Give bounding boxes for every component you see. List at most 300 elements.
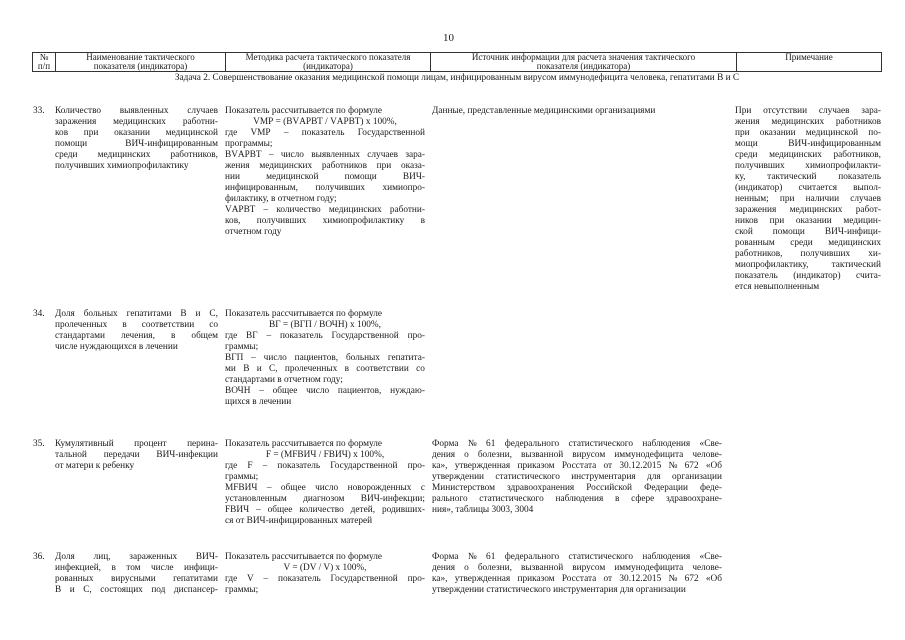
word: №: [467, 552, 477, 562]
word: ВИЧ-инфицированным: [125, 139, 218, 149]
formula: BГ = (BГП / BОЧН) x 100%,: [269, 320, 381, 330]
text-line: ся от ВИЧ-инфицированных матерей: [225, 516, 373, 526]
text-line: отчетном году: [225, 227, 282, 237]
word: соответствии: [356, 364, 409, 374]
text-line: Показатель рассчитывается по формуле: [225, 439, 383, 449]
word: С,: [269, 364, 278, 374]
word: передачи: [103, 450, 140, 460]
word: При: [735, 106, 752, 116]
word: получивших: [800, 249, 851, 259]
word: ВИЧ-инфицированным: [788, 139, 881, 149]
word: Доля: [55, 309, 75, 319]
word: хи-: [868, 249, 881, 259]
text-line: [225, 216, 425, 227]
word: ВИЧ-: [195, 552, 218, 562]
word: ников: [735, 216, 759, 226]
text-line: [225, 128, 425, 139]
text-line: получивших химиопрофилактику: [55, 161, 189, 171]
word: приказом: [517, 461, 555, 471]
text-line: [735, 205, 881, 216]
word: статистического: [568, 439, 634, 449]
word: процент: [134, 439, 167, 449]
word: сфере: [631, 494, 655, 504]
word: вызванной: [520, 563, 564, 573]
word: №: [467, 439, 477, 449]
word: ВИЧ-инфици-: [824, 227, 881, 237]
word: и: [69, 585, 75, 595]
word: зара-: [405, 150, 425, 160]
word: показатель: [735, 271, 778, 281]
word: от: [603, 461, 613, 471]
word: рованным: [735, 238, 775, 248]
word: показатель: [277, 461, 321, 471]
word: диспансер-: [173, 585, 218, 595]
word: число: [280, 150, 304, 160]
word: вызванной: [520, 450, 564, 460]
word: ков,: [225, 216, 241, 226]
word: работников,: [833, 150, 881, 160]
word: том: [126, 563, 141, 573]
word: где: [225, 461, 238, 471]
word: тактический: [831, 260, 881, 270]
word: случаев: [818, 106, 850, 116]
word: BГП: [225, 353, 244, 363]
word: больных: [345, 353, 380, 363]
text-line: [225, 331, 425, 342]
formula: F = (MFВИЧ / FВИЧ) x 100%,: [265, 450, 385, 460]
word: Государственной: [330, 574, 398, 584]
text-line: [55, 552, 218, 563]
row-number: 35.: [33, 439, 45, 449]
word: челове-: [692, 563, 722, 573]
word: случаев: [367, 150, 399, 160]
word: случаев: [850, 194, 881, 204]
word: мощи: [735, 139, 758, 149]
text-line: [225, 150, 425, 161]
word: общее: [280, 483, 306, 493]
text-line: [432, 461, 722, 472]
header-text: п/п: [37, 61, 51, 71]
word: 61: [486, 552, 496, 562]
word: и: [195, 309, 201, 319]
word: по-: [868, 128, 881, 138]
word: наблюдения: [555, 494, 604, 504]
word: про-: [407, 331, 425, 341]
text-line: [735, 106, 881, 117]
word: где: [225, 331, 238, 341]
word: пациентов,: [294, 353, 339, 363]
header-col-source: [430, 53, 736, 71]
text-line: [735, 183, 881, 194]
word: перина-: [187, 439, 218, 449]
word: «Све-: [699, 439, 722, 449]
word: с: [420, 483, 425, 493]
word: о: [464, 450, 469, 460]
word: со: [209, 320, 218, 330]
text-line: [735, 128, 881, 139]
text-line: граммы;: [225, 472, 259, 482]
word: химиопрофилактику: [322, 216, 405, 226]
word: про-: [407, 574, 425, 584]
word: число: [263, 353, 287, 363]
word: в: [170, 331, 176, 341]
word: Форма: [432, 439, 459, 449]
text-line: [225, 386, 425, 397]
text-line: [735, 238, 881, 249]
text-line: [55, 439, 218, 450]
word: медицинских: [771, 117, 825, 127]
word: работников,: [170, 150, 218, 160]
word: медицинских: [789, 205, 843, 215]
word: в: [614, 494, 620, 504]
word: MFВИЧ: [225, 483, 258, 493]
word: «Об: [705, 574, 722, 584]
word: медицинских: [769, 150, 822, 160]
word: инфицированным,: [225, 183, 298, 193]
word: количество: [299, 505, 344, 515]
text-line: ния», таблицы 3003, 3004: [432, 505, 534, 515]
word: ми: [225, 364, 236, 374]
text-line: [55, 106, 218, 117]
word: где: [225, 574, 238, 584]
text-line: стандартами в отчетном году;: [225, 375, 343, 385]
word: Государственной: [357, 128, 425, 138]
word: оказании: [114, 128, 150, 138]
word: ВИЧ-: [402, 172, 425, 182]
word: общее: [272, 386, 298, 396]
word: работников: [321, 161, 367, 171]
word: Количество: [55, 106, 102, 116]
word: установленным: [225, 494, 287, 504]
header-col-note: [736, 53, 881, 71]
word: –: [266, 483, 272, 493]
word: Кумулятивный: [55, 439, 114, 449]
word: работни-: [389, 205, 425, 215]
text-line: утверждении статистического инструментария для организации: [432, 585, 686, 595]
word: химиопро-: [382, 183, 425, 193]
information-source: [432, 106, 722, 117]
word: со: [416, 364, 425, 374]
word: отсутствии: [763, 106, 808, 116]
word: иммунодефицита: [614, 563, 684, 573]
word: медицинских: [113, 117, 166, 127]
header-text: Методика расчета тактического показателя: [245, 52, 411, 62]
word: «Об: [705, 461, 722, 471]
indicator-name: [55, 552, 218, 596]
word: работников: [835, 117, 881, 127]
text-line: [225, 505, 425, 516]
word: наблюдения: [642, 439, 691, 449]
word: пролеченных: [55, 320, 108, 330]
word: С,: [83, 585, 92, 595]
word: ка»,: [432, 461, 448, 471]
word: число: [306, 386, 330, 396]
word: утверждении: [432, 472, 485, 482]
text-line: [55, 574, 218, 585]
calculation-method: [225, 106, 425, 238]
text-line: Данные, представленные медицинскими организациями: [432, 106, 656, 116]
word: среди: [790, 238, 813, 248]
text-line: [225, 172, 425, 183]
word: случаев: [187, 106, 218, 116]
calculation-method: [225, 439, 425, 527]
word: пациентов,: [337, 386, 382, 396]
word: показатель: [279, 331, 323, 341]
word: жения: [225, 161, 250, 171]
word: показатель: [277, 574, 321, 584]
word: больных: [83, 309, 118, 319]
word: 30.12.2015: [619, 574, 662, 584]
word: заражения: [55, 117, 97, 127]
word: помощи: [772, 227, 805, 237]
indicator-name: [55, 309, 218, 353]
text-line: [432, 552, 722, 563]
word: №: [668, 461, 678, 471]
word: получивших: [735, 161, 785, 171]
word: F: [247, 461, 253, 471]
word: ков: [55, 128, 69, 138]
word: нии: [225, 172, 240, 182]
word: Российской: [586, 483, 633, 493]
header-col-name: [55, 53, 225, 71]
header-text: №: [39, 52, 49, 62]
task-heading: Задача 2. Совершенствование оказания медицинской помощи лицам, инфицированным вирусом иммунодефицита человека, гепатитами В и С: [174, 73, 740, 83]
word: среди: [55, 150, 78, 160]
text-line: [55, 320, 218, 331]
text-line: [55, 450, 218, 461]
word: медицинской: [805, 128, 859, 138]
word: рального: [432, 494, 468, 504]
word: –: [259, 386, 264, 396]
word: число: [315, 483, 339, 493]
word: стандартами: [55, 331, 105, 341]
header-col-number: [33, 53, 55, 71]
word: при: [779, 194, 795, 204]
word: FВИЧ: [225, 505, 250, 515]
word: BГ: [246, 331, 258, 341]
word: «Све-: [699, 552, 722, 562]
word: в: [420, 216, 425, 226]
word: В: [55, 585, 62, 595]
word: помощи: [55, 139, 88, 149]
word: ненным;: [735, 194, 769, 204]
word: BОЧН: [225, 386, 251, 396]
text-line: [55, 150, 218, 161]
header-col-method: [225, 53, 430, 71]
word: счита-: [856, 271, 881, 281]
text-line: [225, 494, 425, 505]
word: при: [735, 128, 750, 138]
word: медицинских: [259, 161, 313, 171]
word: организации: [672, 472, 722, 482]
text-line: [55, 331, 218, 342]
information-source: [432, 552, 722, 596]
text-line: [55, 563, 218, 574]
text-line: [432, 494, 722, 505]
word: иммунодефицита: [614, 450, 684, 460]
word: работников,: [735, 249, 783, 259]
word: Росстата: [561, 574, 597, 584]
word: тальной: [55, 450, 87, 460]
word: и: [256, 364, 262, 374]
text-line: [55, 117, 218, 128]
indicator-name: [55, 439, 218, 472]
text-line: [55, 139, 218, 150]
word: гепатита-: [387, 353, 425, 363]
text-line: [432, 472, 722, 483]
word: пролеченных: [284, 364, 338, 374]
page-number: 10: [443, 32, 454, 44]
text-line: ется невыполненным: [735, 282, 820, 292]
row-number: 33.: [33, 106, 45, 116]
text-line: [225, 483, 425, 494]
text-line: [735, 172, 881, 183]
word: 30.12.2015: [619, 461, 662, 471]
word: С,: [209, 309, 218, 319]
formula: VМР = (BVАРВТ / VАРВТ) x 100%,: [253, 117, 397, 127]
word: где: [225, 128, 238, 138]
word: VАРВТ: [225, 205, 256, 215]
text-line: [225, 161, 425, 172]
word: медицинской: [165, 128, 218, 138]
word: оказа-: [400, 161, 425, 171]
text-line: [225, 183, 425, 194]
information-source: [432, 439, 722, 516]
text-line: от матери к ребенку: [55, 461, 135, 471]
header-text: Примечание: [785, 52, 833, 62]
text-line: Показатель рассчитывается по формуле: [225, 309, 383, 319]
text-line: [225, 353, 425, 364]
text-line: [735, 271, 881, 282]
word: медицинских: [97, 150, 151, 160]
word: при: [769, 216, 785, 226]
word: общее: [267, 505, 293, 515]
word: зара-: [861, 106, 881, 116]
text-line: [735, 194, 881, 205]
text-line: [55, 128, 218, 139]
word: Форма: [432, 552, 459, 562]
word: Федерации: [644, 483, 688, 493]
header-text: показателя (индикатора): [536, 61, 631, 71]
text-line: [735, 150, 881, 161]
word: общем: [191, 331, 218, 341]
word: вирусными: [110, 574, 156, 584]
word: тактический: [767, 172, 817, 182]
word: лиц,: [93, 552, 111, 562]
word: болезни,: [477, 450, 512, 460]
text-line: [55, 585, 218, 596]
calculation-method: [225, 309, 425, 408]
text-line: [432, 563, 722, 574]
word: дения: [432, 450, 456, 460]
word: выявленных: [119, 106, 169, 116]
word: Министерством: [432, 483, 496, 493]
header-text: Наименование тактического: [86, 52, 195, 62]
word: Доля: [55, 552, 75, 562]
word: вирусом: [572, 450, 606, 460]
word: инфици-: [183, 563, 218, 573]
word: Государственной: [331, 331, 399, 341]
word: здравоохране-: [665, 494, 722, 504]
word: болезни,: [477, 563, 512, 573]
word: в: [122, 320, 127, 330]
word: родивших-: [381, 505, 425, 515]
text-line: программы;: [225, 139, 273, 149]
word: наличии: [805, 194, 840, 204]
text-line: [225, 461, 425, 472]
header-text: (индикатора): [303, 61, 353, 71]
word: оказании: [759, 128, 796, 138]
word: 61: [486, 439, 496, 449]
text-line: [735, 249, 881, 260]
text-line: Показатель рассчитывается по формуле: [225, 106, 383, 116]
text-line: [735, 161, 881, 172]
text-line: граммы;: [225, 342, 259, 352]
text-line: [432, 574, 722, 585]
word: федерального: [504, 439, 560, 449]
word: зараженных: [129, 552, 178, 562]
word: ВИЧ-инфекции;: [360, 494, 425, 504]
word: феде-: [699, 483, 722, 493]
word: (индикатор): [735, 183, 783, 193]
word: –: [262, 461, 268, 471]
word: в: [111, 563, 116, 573]
text-line: [225, 205, 425, 216]
table-header: [32, 52, 882, 72]
word: приказом: [517, 574, 555, 584]
word: медицинских: [328, 205, 382, 215]
word: выпол-: [853, 183, 881, 193]
text-line: [55, 309, 218, 320]
text-line: [225, 364, 425, 375]
word: В: [180, 309, 187, 319]
word: (индикатор): [793, 271, 841, 281]
word: утвержденная: [454, 461, 511, 471]
word: V: [247, 574, 254, 584]
word: состоящих: [100, 585, 143, 595]
word: ку,: [735, 172, 746, 182]
indicator-name: [55, 106, 218, 172]
word: работ-: [855, 205, 881, 215]
word: челове-: [692, 450, 722, 460]
word: №: [668, 574, 678, 584]
word: помощи: [344, 172, 377, 182]
text-line: [225, 574, 425, 585]
word: миопрофилактику,: [735, 260, 809, 270]
word: под: [151, 585, 166, 595]
text-line: [735, 227, 881, 238]
note: [735, 106, 881, 293]
word: В: [243, 364, 250, 374]
word: о: [464, 563, 469, 573]
word: ка»,: [432, 574, 448, 584]
word: –: [256, 505, 261, 515]
text-line: [735, 216, 881, 227]
word: 672: [684, 574, 699, 584]
word: получивших: [256, 216, 307, 226]
word: –: [268, 150, 274, 160]
formula: V = (DV / V) x 100%,: [283, 563, 367, 573]
word: дения: [432, 563, 456, 573]
word: утвержденная: [454, 574, 511, 584]
text-line: граммы;: [225, 585, 259, 595]
word: статистического: [479, 494, 544, 504]
word: –: [263, 205, 269, 215]
text-line: филактику, в отчетном году;: [225, 194, 337, 204]
word: медицин-: [843, 216, 881, 226]
word: заражения: [735, 205, 777, 215]
calculation-method: [225, 552, 425, 596]
